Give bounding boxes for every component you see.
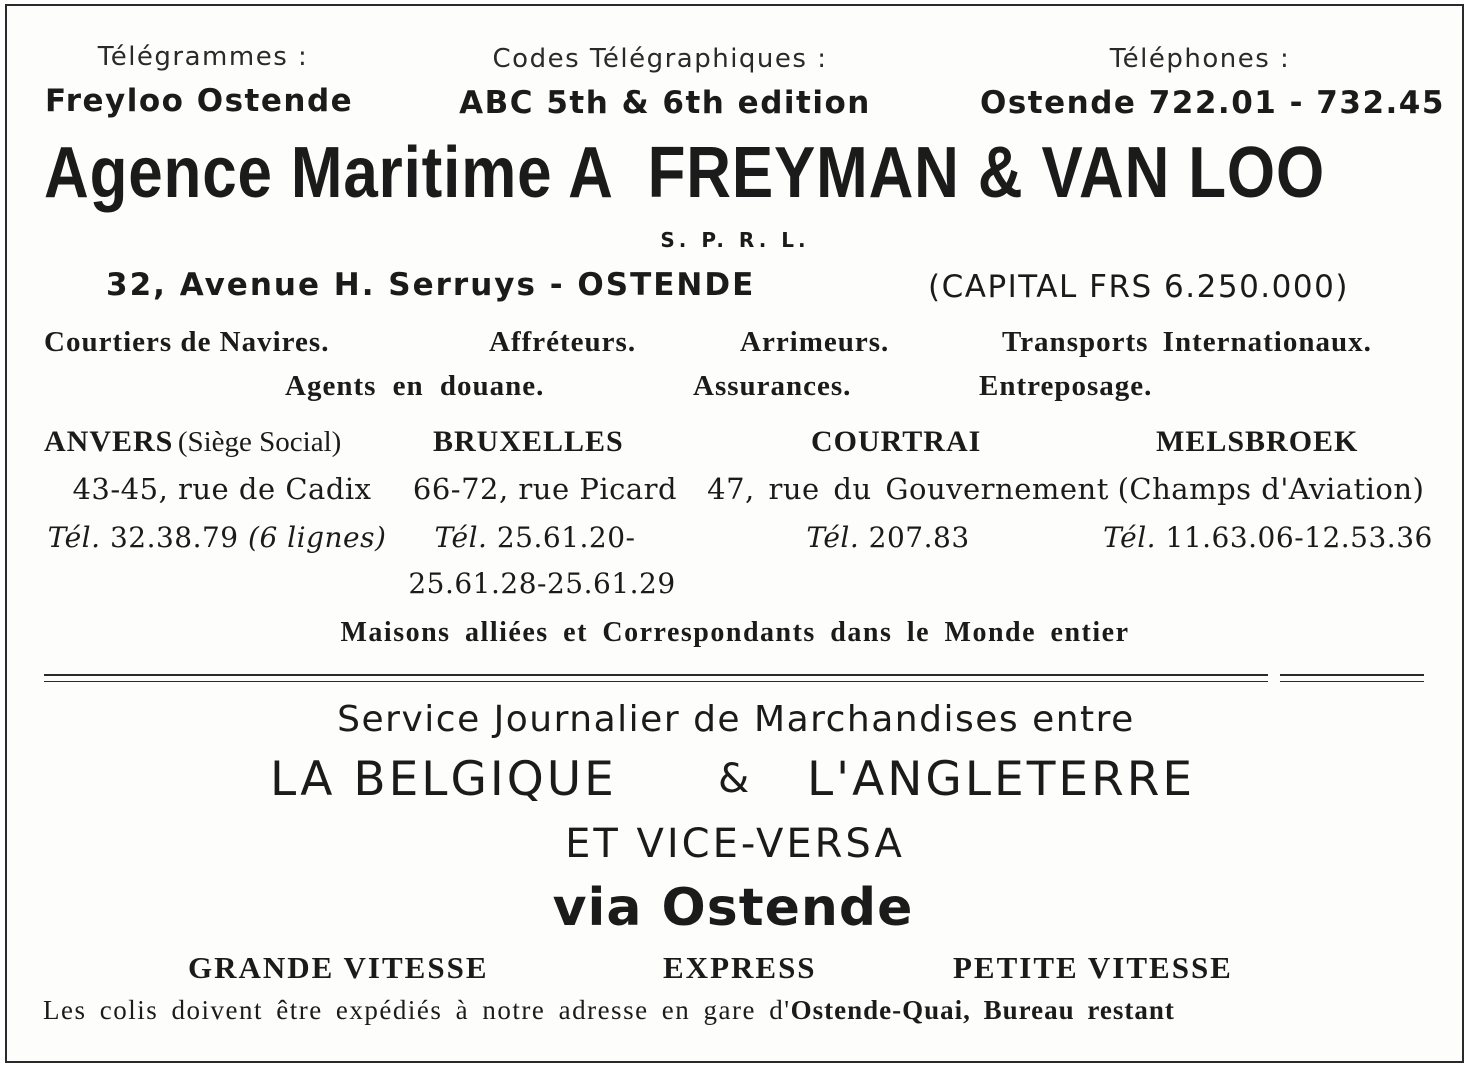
phone-number-second-line: 25.61.28-25.61.29 <box>408 567 676 600</box>
office-city: COURTRAI <box>811 425 982 458</box>
phone-label: Tél. <box>1103 521 1157 554</box>
office-street: 66-72, rue Picard <box>412 472 678 506</box>
phone-number: 11.63.06-12.53.36 <box>1165 521 1433 554</box>
office-phone <box>48 521 387 554</box>
office-street: 43-45, rue de Cadix <box>72 472 372 506</box>
via-ostende: via Ostende <box>552 878 914 938</box>
divider-line <box>44 674 1268 676</box>
phone-number: 207.83 <box>868 521 970 554</box>
company-capital: (CAPITAL FRS 6.250.000) <box>928 269 1349 305</box>
phone-extra: (6 lignes) <box>248 521 387 554</box>
office-city: BRUXELLES <box>433 425 624 458</box>
service-item: Courtiers de Navires. <box>44 326 330 358</box>
company-name: Agence Maritime A FREYMAN & VAN LOO <box>44 133 1325 213</box>
service-item: Assurances. <box>693 370 852 402</box>
office-street: 47, rue du Gouvernement <box>707 472 1109 506</box>
office-phone <box>1103 521 1433 554</box>
office-phone <box>806 521 969 554</box>
worldwide-network: Maisons alliées et Correspondants dans le Monde entier <box>340 617 1130 648</box>
speed-option: EXPRESS <box>663 950 817 985</box>
speed-option: PETITE VITESSE <box>953 950 1233 985</box>
service-item: Entreposage. <box>979 370 1153 402</box>
service-headline: Service Journalier de Marchandises entre <box>337 699 1135 740</box>
office-city: MELSBROEK <box>1156 425 1359 458</box>
shipping-instructions <box>43 995 1175 1026</box>
company-address: 32, Avenue H. Serruys - OSTENDE <box>106 267 756 303</box>
phone-label: Tél. <box>47 521 101 554</box>
shipping-instructions-text: Les colis doivent être expédiés à notre adresse en gare d' <box>43 995 791 1025</box>
service-item: Transports Internationaux. <box>1002 326 1372 358</box>
vice-versa: ET VICE-VERSA <box>565 821 905 867</box>
telegrammes-value: Freyloo Ostende <box>45 83 354 119</box>
route-belgique: LA BELGIQUE <box>270 752 617 807</box>
telephones-value: Ostende 722.01 - 732.45 <box>980 85 1445 121</box>
divider-line <box>1280 681 1424 682</box>
service-item: Agents en douane. <box>285 370 545 402</box>
codes-value: ABC 5th & 6th edition <box>459 85 871 121</box>
phone-number: 25.61.20- <box>496 521 636 554</box>
phone-number: 32.38.79 <box>109 521 239 554</box>
telephones-label: Téléphones : <box>1109 44 1291 74</box>
speed-option: GRANDE VITESSE <box>188 950 489 985</box>
route-angleterre: L'ANGLETERRE <box>807 752 1196 807</box>
telegrammes-label: Télégrammes : <box>97 42 309 72</box>
office-street: (Champs d'Aviation) <box>1117 472 1425 506</box>
legal-form: S. P. R. L. <box>660 228 810 252</box>
route-ampersand: & <box>718 756 753 802</box>
service-item: Affréteurs. <box>489 326 637 358</box>
shipping-instructions-station: Ostende-Quai, Bureau restant <box>790 995 1175 1025</box>
phone-label: Tél. <box>806 521 860 554</box>
office-note: (Siège Social) <box>177 426 342 458</box>
office-anvers <box>44 425 341 459</box>
office-city: ANVERS <box>44 425 174 458</box>
divider-line <box>1280 674 1424 676</box>
service-item: Arrimeurs. <box>740 326 890 358</box>
office-phone <box>435 521 636 554</box>
codes-label: Codes Télégraphiques : <box>492 44 828 74</box>
phone-label: Tél. <box>434 521 488 554</box>
divider-line <box>44 681 1268 682</box>
